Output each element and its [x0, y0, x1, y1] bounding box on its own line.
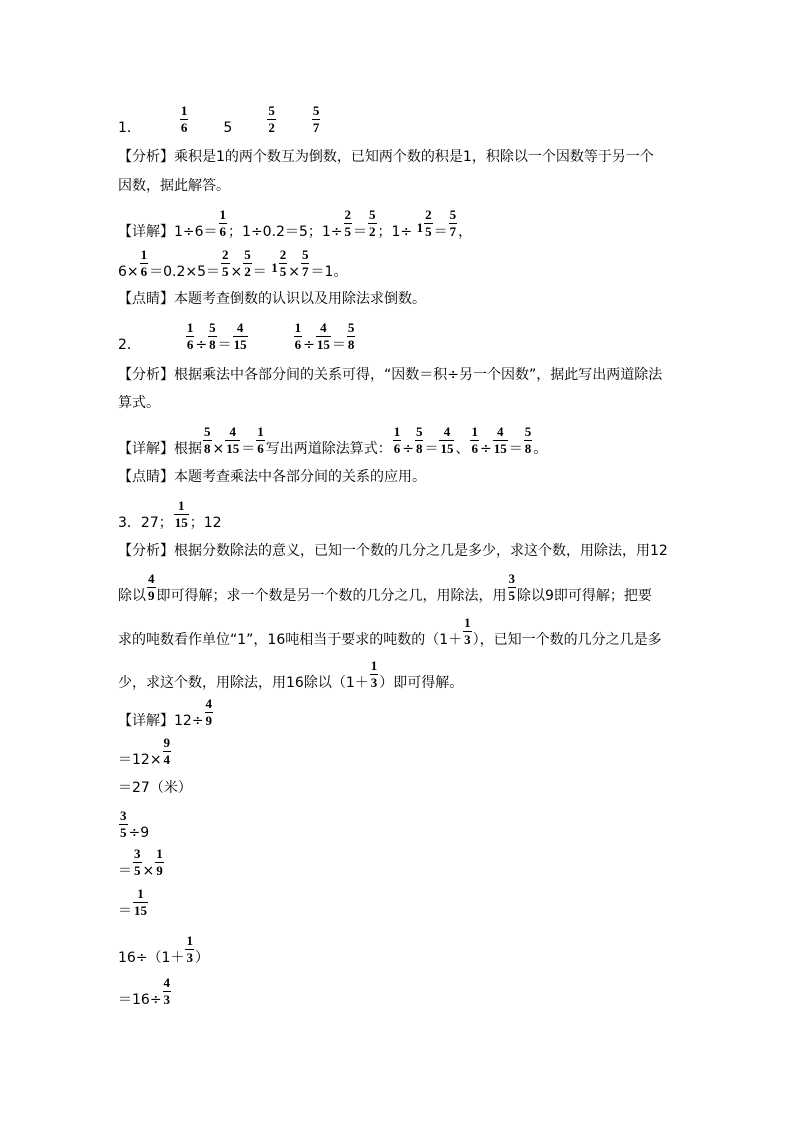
fraction-body	[312, 104, 321, 135]
text-run: ，	[458, 224, 473, 240]
fraction-body	[186, 321, 195, 352]
denominator: 7	[301, 264, 309, 279]
fraction-body	[225, 425, 240, 456]
denominator: 6	[219, 224, 227, 239]
denominator: 5	[279, 264, 287, 279]
fraction-body	[155, 847, 164, 878]
text-run: ；12	[189, 515, 222, 531]
numerator: 1	[186, 933, 193, 948]
fraction	[242, 247, 253, 280]
numerator: 5	[312, 103, 320, 118]
text-run: ＝	[217, 337, 232, 353]
fraction-body	[424, 208, 433, 239]
text-run: ÷	[402, 441, 414, 457]
fraction-body	[185, 934, 194, 965]
fraction	[392, 424, 403, 457]
text-line	[118, 394, 160, 412]
text-line	[118, 290, 426, 308]
fraction-body	[393, 425, 402, 456]
fraction-body	[180, 104, 189, 135]
denominator: 9	[156, 863, 163, 878]
numerator: 1	[370, 658, 378, 673]
fraction	[523, 424, 534, 457]
whole-part: 1	[416, 220, 424, 235]
text-run: 因数，据此解答。	[118, 178, 230, 194]
denominator: 6	[393, 441, 401, 456]
fraction	[162, 735, 173, 768]
fraction-body	[370, 659, 379, 690]
text-run: 6×	[118, 264, 139, 280]
fraction-body	[147, 572, 156, 603]
fraction	[300, 247, 311, 280]
denominator: 15	[134, 903, 147, 918]
fraction	[311, 103, 322, 136]
denominator: 8	[209, 337, 216, 352]
numerator: 1	[186, 320, 194, 335]
denominator: 3	[464, 632, 471, 647]
fraction-body	[470, 425, 479, 456]
numerator: 4	[205, 696, 213, 711]
text-run: ＝	[424, 441, 439, 457]
numerator: 5	[449, 207, 457, 222]
numerator: 3	[134, 846, 141, 861]
whole-part: 1	[271, 260, 278, 275]
fraction	[507, 571, 518, 604]
text-run: ×	[288, 264, 300, 280]
numerator: 2	[222, 247, 229, 262]
denominator: 6	[140, 264, 148, 279]
numerator: 5	[268, 103, 275, 118]
fraction-body	[439, 425, 454, 456]
fraction	[293, 320, 304, 353]
text-run: ×	[142, 863, 155, 879]
denominator: 5	[344, 224, 351, 239]
text-run: ×	[212, 441, 225, 457]
text-line	[118, 366, 662, 384]
text-run: ÷9	[128, 825, 150, 841]
text-run: 除以	[118, 588, 146, 604]
text-line	[118, 697, 214, 730]
text-run: ；1÷	[377, 224, 417, 240]
fraction	[438, 424, 455, 457]
text-line	[118, 248, 347, 281]
fraction-body	[221, 248, 230, 279]
fraction-body	[415, 425, 424, 456]
fraction	[346, 320, 357, 353]
text-run: ＝	[118, 903, 132, 919]
fraction	[146, 571, 157, 604]
text-run: 【详解】12÷	[118, 713, 204, 729]
text-run: ＝12×	[118, 752, 162, 768]
fraction-body	[368, 208, 377, 239]
numerator: 4	[320, 320, 327, 335]
fraction-body	[243, 248, 252, 279]
denominator: 15	[493, 441, 507, 456]
fraction	[469, 424, 480, 457]
fraction-body	[267, 104, 276, 135]
numerator: 2	[425, 207, 432, 222]
numerator: 3	[508, 571, 515, 586]
fraction	[173, 498, 190, 531]
equation	[185, 320, 249, 353]
text-run: 【分析】乘积是1的两个数互为倒数，已知两个数的积是1，积除以一个因数等于另一个	[118, 149, 654, 165]
text-run: ＝	[241, 441, 256, 457]
numerator: 4	[148, 571, 155, 586]
text-run: ×	[230, 264, 243, 280]
fraction-body	[205, 697, 214, 728]
text-run: ＝	[118, 863, 132, 879]
numerator: 1	[294, 320, 302, 335]
text-line	[118, 847, 165, 880]
text-run: 【分析】根据乘法中各部分间的关系可得，“因数＝积÷另一个因数”，据此写出两道除法	[118, 367, 663, 383]
text-run: 写出两道除法算式：	[265, 441, 392, 457]
fraction	[162, 975, 173, 1008]
text-run: 1．	[118, 120, 141, 136]
denominator: 15	[174, 515, 188, 530]
numerator: 1	[393, 424, 401, 439]
text-line	[118, 809, 149, 842]
fraction	[132, 886, 149, 919]
text-line	[118, 542, 668, 560]
text-run: ＝	[331, 337, 346, 353]
text-run: 3．27；	[118, 515, 173, 531]
numerator: 1	[464, 615, 471, 630]
numerator: 1	[177, 498, 185, 513]
fraction-body	[203, 425, 212, 456]
fraction-body	[140, 248, 149, 279]
numerator: 9	[163, 735, 171, 750]
denominator: 8	[524, 441, 532, 456]
denominator: 15	[316, 337, 330, 352]
text-line	[118, 208, 472, 241]
fraction	[255, 424, 266, 457]
numerator: 5	[301, 247, 309, 262]
fraction	[139, 247, 150, 280]
text-run: ＝27（米）	[118, 780, 192, 796]
fraction	[343, 207, 354, 240]
denominator: 3	[163, 992, 171, 1007]
denominator: 4	[163, 752, 171, 767]
mixed-number	[416, 207, 434, 240]
fraction	[367, 207, 378, 240]
denominator: 3	[186, 950, 193, 965]
denominator: 2	[369, 224, 376, 239]
equation	[293, 320, 357, 353]
text-line	[118, 425, 547, 458]
denominator: 8	[347, 337, 355, 352]
text-run: 除以9即可得解；把要	[517, 588, 652, 604]
numerator: 5	[244, 247, 251, 262]
denominator: 15	[233, 337, 247, 352]
numerator: 5	[347, 320, 355, 335]
fraction-body	[279, 248, 288, 279]
denominator: 5	[120, 825, 127, 840]
denominator: 15	[440, 441, 454, 456]
text-line	[118, 148, 654, 166]
denominator: 7	[449, 224, 457, 239]
text-run: ＝	[353, 224, 367, 240]
fraction-body	[463, 616, 472, 647]
fraction-body	[256, 425, 265, 456]
fraction	[207, 320, 218, 353]
text-line	[118, 321, 400, 354]
text-run: ＝16÷	[118, 992, 162, 1008]
text-run: 。	[533, 441, 548, 457]
fraction-body	[133, 847, 142, 878]
denominator: 5	[508, 588, 515, 603]
denominator: 6	[471, 441, 478, 456]
text-run: ＝1。	[310, 264, 348, 280]
numerator: 5	[415, 424, 423, 439]
denominator: 6	[180, 120, 188, 135]
text-run: ）即可得解。	[379, 675, 464, 691]
numerator: 4	[496, 424, 504, 439]
fraction	[315, 320, 332, 353]
fraction	[232, 320, 249, 353]
text-run: 算式。	[118, 395, 160, 411]
mixed-number	[271, 247, 288, 280]
text-line	[118, 104, 355, 137]
numerator: 1	[156, 846, 163, 861]
text-line	[118, 572, 652, 605]
numerator: 1	[180, 103, 188, 118]
fraction	[118, 808, 129, 841]
text-line	[118, 976, 172, 1009]
fraction-body	[119, 809, 128, 840]
denominator: 9	[205, 713, 213, 728]
denominator: 2	[244, 264, 251, 279]
text-run: ；1÷0.2＝5；1÷	[228, 224, 343, 240]
text-run: ÷	[303, 337, 315, 353]
text-run: ＝	[252, 264, 272, 280]
fraction	[462, 615, 473, 648]
fraction-body	[174, 499, 189, 530]
fraction-body	[347, 321, 356, 352]
numerator: 4	[229, 424, 236, 439]
fraction	[185, 320, 196, 353]
numerator: 5	[209, 320, 216, 335]
fraction-body	[508, 572, 517, 603]
text-line	[118, 779, 192, 797]
fraction	[218, 207, 229, 240]
text-line	[118, 736, 172, 769]
text-run: 【点睛】本题考查倒数的认识以及用除法求倒数。	[118, 291, 426, 307]
fraction	[369, 658, 380, 691]
fraction-body	[163, 736, 172, 767]
fraction-body	[208, 321, 217, 352]
denominator: 6	[257, 441, 264, 456]
numerator: 4	[236, 320, 244, 335]
text-run: 16÷（1＋	[118, 950, 185, 966]
text-run: ÷	[195, 337, 208, 353]
numerator: 5	[369, 207, 376, 222]
text-line	[118, 934, 209, 967]
text-run: 求的吨数看作单位“1”，16吨相当于要求的吨数的（1＋	[118, 632, 463, 648]
text-run: ）	[194, 950, 209, 966]
fraction-body	[301, 248, 310, 279]
text-run: 【分析】根据分数除法的意义，已知一个数的几分之几是多少，求这个数，用除法，用12	[118, 543, 668, 559]
denominator: 6	[186, 337, 194, 352]
denominator: 6	[294, 337, 302, 352]
fraction	[266, 103, 277, 136]
fraction-body	[133, 887, 148, 918]
fraction-body	[493, 425, 508, 456]
text-run: ＝	[508, 441, 523, 457]
fraction-body	[233, 321, 248, 352]
fraction-body	[524, 425, 533, 456]
numerator: 1	[137, 886, 144, 901]
denominator: 3	[370, 675, 378, 690]
text-line	[118, 887, 149, 920]
fraction-body	[294, 321, 303, 352]
denominator: 9	[148, 588, 155, 603]
denominator: 5	[425, 224, 432, 239]
text-run: 【点睛】本题考查乘法中各部分间的关系的应用。	[118, 469, 426, 485]
text-line	[118, 468, 426, 486]
denominator: 5	[134, 863, 141, 878]
numerator: 5	[204, 424, 211, 439]
fraction-body	[449, 208, 458, 239]
denominator: 8	[415, 441, 423, 456]
text-run: 即可得解；求一个数是另一个数的几分之几，用除法，用	[156, 588, 507, 604]
text-line	[118, 177, 230, 195]
fraction	[154, 846, 165, 879]
text-line	[118, 499, 222, 532]
text-line	[118, 616, 662, 649]
numerator: 2	[279, 247, 287, 262]
text-run: ），已知一个数的几分之几是多	[472, 632, 662, 648]
denominator: 2	[268, 120, 275, 135]
fraction	[204, 696, 215, 729]
denominator: 7	[312, 120, 320, 135]
numerator: 5	[524, 424, 532, 439]
fraction-body	[219, 208, 228, 239]
fraction	[224, 424, 241, 457]
denominator: 5	[222, 264, 229, 279]
numerator: 4	[163, 975, 171, 990]
fraction-body	[163, 976, 172, 1007]
fraction	[448, 207, 459, 240]
fraction	[132, 846, 143, 879]
numerator: 1	[257, 424, 264, 439]
text-run: 少，求这个数，用除法，用16除以（1＋	[118, 675, 369, 691]
text-run: ÷	[479, 441, 492, 457]
fraction	[414, 424, 425, 457]
text-run: 、	[455, 441, 470, 457]
fraction	[492, 424, 509, 457]
fraction	[220, 247, 231, 280]
fraction-body	[316, 321, 331, 352]
numerator: 4	[443, 424, 451, 439]
text-run: ＝	[433, 224, 448, 240]
numerator: 3	[120, 808, 127, 823]
text-run: ＝0.2×5＝	[149, 264, 221, 280]
fraction-body	[344, 208, 353, 239]
denominator: 15	[226, 441, 240, 456]
text-run: 2．	[118, 337, 141, 353]
numerator: 1	[219, 207, 227, 222]
numerator: 1	[471, 424, 478, 439]
fraction	[184, 933, 195, 966]
text-line	[118, 659, 463, 692]
numerator: 1	[140, 247, 148, 262]
denominator: 8	[204, 441, 211, 456]
fraction	[179, 103, 190, 136]
text-run: 5	[223, 120, 233, 136]
numerator: 2	[344, 207, 351, 222]
text-run: 【详解】1÷6＝	[118, 224, 218, 240]
text-run: 【详解】根据	[118, 441, 202, 457]
fraction	[202, 424, 213, 457]
